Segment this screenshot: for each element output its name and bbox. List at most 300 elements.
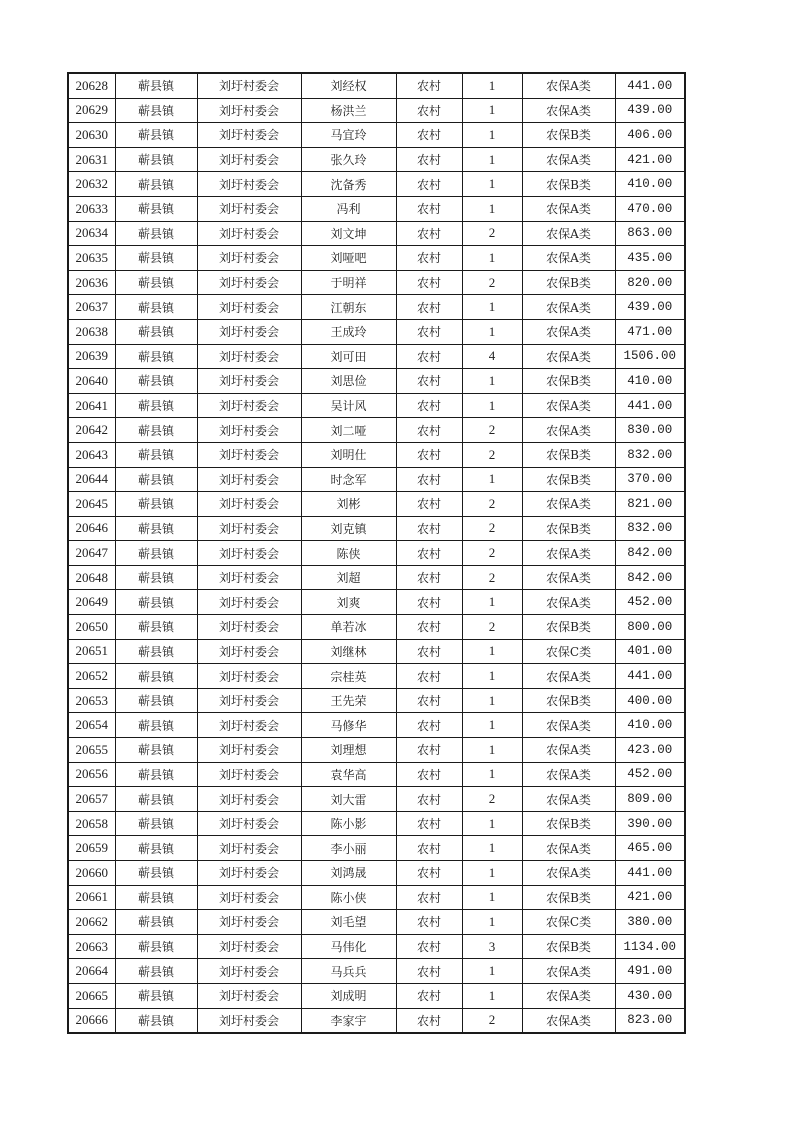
household-size-cell: 2 xyxy=(462,1008,522,1033)
residence-type-cell: 农村 xyxy=(396,861,462,886)
table-row xyxy=(68,590,685,615)
person-name-cell: 单若冰 xyxy=(301,615,396,640)
insurance-category-cell: 农保A类 xyxy=(522,196,615,221)
town-cell: 蕲县镇 xyxy=(115,492,197,517)
household-size-cell: 1 xyxy=(462,98,522,123)
residence-type-cell: 农村 xyxy=(396,639,462,664)
record-id-cell: 20657 xyxy=(68,787,115,812)
roster-body xyxy=(68,73,685,1033)
roster-table xyxy=(67,72,686,1034)
insurance-category-cell: 农保A类 xyxy=(522,393,615,418)
village-committee-cell: 刘圩村委会 xyxy=(197,147,301,172)
table-row xyxy=(68,319,685,344)
person-name-cell: 刘文坤 xyxy=(301,221,396,246)
town-cell: 蕲县镇 xyxy=(115,147,197,172)
table-row xyxy=(68,615,685,640)
residence-type-cell: 农村 xyxy=(396,615,462,640)
town-cell: 蕲县镇 xyxy=(115,270,197,295)
person-name-cell: 江朝东 xyxy=(301,295,396,320)
household-size-cell: 4 xyxy=(462,344,522,369)
household-size-cell: 1 xyxy=(462,147,522,172)
table-row xyxy=(68,123,685,148)
town-cell: 蕲县镇 xyxy=(115,664,197,689)
insurance-category-cell: 农保B类 xyxy=(522,172,615,197)
person-name-cell: 于明祥 xyxy=(301,270,396,295)
village-committee-cell: 刘圩村委会 xyxy=(197,344,301,369)
village-committee-cell: 刘圩村委会 xyxy=(197,688,301,713)
insurance-category-cell: 农保A类 xyxy=(522,418,615,443)
residence-type-cell: 农村 xyxy=(396,910,462,935)
person-name-cell: 沈备秀 xyxy=(301,172,396,197)
residence-type-cell: 农村 xyxy=(396,393,462,418)
household-size-cell: 1 xyxy=(462,172,522,197)
amount-cell: 863.00 xyxy=(615,221,685,246)
residence-type-cell: 农村 xyxy=(396,664,462,689)
town-cell: 蕲县镇 xyxy=(115,811,197,836)
record-id-cell: 20642 xyxy=(68,418,115,443)
person-name-cell: 时念军 xyxy=(301,467,396,492)
table-row xyxy=(68,811,685,836)
insurance-category-cell: 农保B类 xyxy=(522,615,615,640)
insurance-category-cell: 农保A类 xyxy=(522,983,615,1008)
village-committee-cell: 刘圩村委会 xyxy=(197,565,301,590)
amount-cell: 421.00 xyxy=(615,147,685,172)
person-name-cell: 刘明仕 xyxy=(301,442,396,467)
person-name-cell: 刘二哑 xyxy=(301,418,396,443)
residence-type-cell: 农村 xyxy=(396,541,462,566)
village-committee-cell: 刘圩村委会 xyxy=(197,516,301,541)
insurance-category-cell: 农保B类 xyxy=(522,442,615,467)
village-committee-cell: 刘圩村委会 xyxy=(197,787,301,812)
person-name-cell: 刘继林 xyxy=(301,639,396,664)
household-size-cell: 2 xyxy=(462,516,522,541)
village-committee-cell: 刘圩村委会 xyxy=(197,246,301,271)
insurance-category-cell: 农保A类 xyxy=(522,762,615,787)
table-row xyxy=(68,147,685,172)
table-row xyxy=(68,73,685,98)
village-committee-cell: 刘圩村委会 xyxy=(197,196,301,221)
household-size-cell: 3 xyxy=(462,934,522,959)
person-name-cell: 吴计风 xyxy=(301,393,396,418)
record-id-cell: 20661 xyxy=(68,885,115,910)
table-row xyxy=(68,270,685,295)
table-row xyxy=(68,1008,685,1033)
town-cell: 蕲县镇 xyxy=(115,959,197,984)
table-row xyxy=(68,983,685,1008)
table-row xyxy=(68,934,685,959)
insurance-category-cell: 农保A类 xyxy=(522,344,615,369)
household-size-cell: 1 xyxy=(462,910,522,935)
record-id-cell: 20640 xyxy=(68,369,115,394)
person-name-cell: 杨洪兰 xyxy=(301,98,396,123)
insurance-category-cell: 农保A类 xyxy=(522,1008,615,1033)
town-cell: 蕲县镇 xyxy=(115,861,197,886)
table-row xyxy=(68,861,685,886)
person-name-cell: 刘爽 xyxy=(301,590,396,615)
insurance-category-cell: 农保A类 xyxy=(522,147,615,172)
residence-type-cell: 农村 xyxy=(396,738,462,763)
village-committee-cell: 刘圩村委会 xyxy=(197,590,301,615)
household-size-cell: 2 xyxy=(462,615,522,640)
insurance-category-cell: 农保A类 xyxy=(522,492,615,517)
town-cell: 蕲县镇 xyxy=(115,467,197,492)
record-id-cell: 20633 xyxy=(68,196,115,221)
person-name-cell: 刘克镇 xyxy=(301,516,396,541)
town-cell: 蕲县镇 xyxy=(115,319,197,344)
person-name-cell: 刘鸿晟 xyxy=(301,861,396,886)
table-row xyxy=(68,221,685,246)
town-cell: 蕲县镇 xyxy=(115,1008,197,1033)
record-id-cell: 20643 xyxy=(68,442,115,467)
residence-type-cell: 农村 xyxy=(396,787,462,812)
amount-cell: 401.00 xyxy=(615,639,685,664)
residence-type-cell: 农村 xyxy=(396,713,462,738)
record-id-cell: 20628 xyxy=(68,73,115,98)
town-cell: 蕲县镇 xyxy=(115,615,197,640)
village-committee-cell: 刘圩村委会 xyxy=(197,467,301,492)
insurance-category-cell: 农保A类 xyxy=(522,959,615,984)
village-committee-cell: 刘圩村委会 xyxy=(197,123,301,148)
record-id-cell: 20638 xyxy=(68,319,115,344)
town-cell: 蕲县镇 xyxy=(115,565,197,590)
table-row xyxy=(68,565,685,590)
record-id-cell: 20663 xyxy=(68,934,115,959)
residence-type-cell: 农村 xyxy=(396,492,462,517)
village-committee-cell: 刘圩村委会 xyxy=(197,664,301,689)
household-size-cell: 1 xyxy=(462,738,522,763)
town-cell: 蕲县镇 xyxy=(115,516,197,541)
amount-cell: 423.00 xyxy=(615,738,685,763)
village-committee-cell: 刘圩村委会 xyxy=(197,713,301,738)
household-size-cell: 1 xyxy=(462,885,522,910)
insurance-category-cell: 农保A类 xyxy=(522,98,615,123)
amount-cell: 809.00 xyxy=(615,787,685,812)
residence-type-cell: 农村 xyxy=(396,467,462,492)
record-id-cell: 20644 xyxy=(68,467,115,492)
town-cell: 蕲县镇 xyxy=(115,713,197,738)
household-size-cell: 1 xyxy=(462,959,522,984)
table-row xyxy=(68,344,685,369)
table-row xyxy=(68,910,685,935)
village-committee-cell: 刘圩村委会 xyxy=(197,221,301,246)
household-size-cell: 2 xyxy=(462,221,522,246)
household-size-cell: 1 xyxy=(462,590,522,615)
table-row xyxy=(68,196,685,221)
town-cell: 蕲县镇 xyxy=(115,73,197,98)
amount-cell: 441.00 xyxy=(615,393,685,418)
record-id-cell: 20636 xyxy=(68,270,115,295)
amount-cell: 421.00 xyxy=(615,885,685,910)
record-id-cell: 20653 xyxy=(68,688,115,713)
town-cell: 蕲县镇 xyxy=(115,983,197,1008)
amount-cell: 471.00 xyxy=(615,319,685,344)
household-size-cell: 1 xyxy=(462,983,522,1008)
amount-cell: 842.00 xyxy=(615,565,685,590)
household-size-cell: 1 xyxy=(462,467,522,492)
amount-cell: 465.00 xyxy=(615,836,685,861)
insurance-category-cell: 农保C类 xyxy=(522,910,615,935)
town-cell: 蕲县镇 xyxy=(115,98,197,123)
record-id-cell: 20639 xyxy=(68,344,115,369)
household-size-cell: 2 xyxy=(462,418,522,443)
table-row xyxy=(68,762,685,787)
person-name-cell: 马兵兵 xyxy=(301,959,396,984)
insurance-category-cell: 农保A类 xyxy=(522,861,615,886)
insurance-category-cell: 农保A类 xyxy=(522,590,615,615)
person-name-cell: 刘哑吧 xyxy=(301,246,396,271)
amount-cell: 439.00 xyxy=(615,98,685,123)
table-row xyxy=(68,738,685,763)
household-size-cell: 1 xyxy=(462,369,522,394)
record-id-cell: 20641 xyxy=(68,393,115,418)
table-row xyxy=(68,369,685,394)
residence-type-cell: 农村 xyxy=(396,98,462,123)
person-name-cell: 刘毛望 xyxy=(301,910,396,935)
record-id-cell: 20635 xyxy=(68,246,115,271)
table-row xyxy=(68,418,685,443)
person-name-cell: 陈小影 xyxy=(301,811,396,836)
record-id-cell: 20646 xyxy=(68,516,115,541)
household-size-cell: 1 xyxy=(462,861,522,886)
residence-type-cell: 农村 xyxy=(396,983,462,1008)
town-cell: 蕲县镇 xyxy=(115,738,197,763)
insurance-category-cell: 农保A类 xyxy=(522,221,615,246)
amount-cell: 832.00 xyxy=(615,516,685,541)
village-committee-cell: 刘圩村委会 xyxy=(197,442,301,467)
residence-type-cell: 农村 xyxy=(396,270,462,295)
town-cell: 蕲县镇 xyxy=(115,541,197,566)
amount-cell: 439.00 xyxy=(615,295,685,320)
village-committee-cell: 刘圩村委会 xyxy=(197,861,301,886)
residence-type-cell: 农村 xyxy=(396,73,462,98)
amount-cell: 452.00 xyxy=(615,590,685,615)
amount-cell: 441.00 xyxy=(615,664,685,689)
amount-cell: 820.00 xyxy=(615,270,685,295)
amount-cell: 410.00 xyxy=(615,172,685,197)
record-id-cell: 20656 xyxy=(68,762,115,787)
household-size-cell: 1 xyxy=(462,664,522,689)
person-name-cell: 李家宇 xyxy=(301,1008,396,1033)
record-id-cell: 20632 xyxy=(68,172,115,197)
person-name-cell: 刘可田 xyxy=(301,344,396,369)
amount-cell: 370.00 xyxy=(615,467,685,492)
household-size-cell: 2 xyxy=(462,565,522,590)
person-name-cell: 马伟化 xyxy=(301,934,396,959)
insurance-category-cell: 农保B类 xyxy=(522,688,615,713)
person-name-cell: 冯利 xyxy=(301,196,396,221)
record-id-cell: 20659 xyxy=(68,836,115,861)
table-row xyxy=(68,442,685,467)
residence-type-cell: 农村 xyxy=(396,934,462,959)
amount-cell: 1134.00 xyxy=(615,934,685,959)
village-committee-cell: 刘圩村委会 xyxy=(197,811,301,836)
amount-cell: 491.00 xyxy=(615,959,685,984)
record-id-cell: 20658 xyxy=(68,811,115,836)
household-size-cell: 2 xyxy=(462,787,522,812)
record-id-cell: 20647 xyxy=(68,541,115,566)
record-id-cell: 20660 xyxy=(68,861,115,886)
person-name-cell: 宗桂英 xyxy=(301,664,396,689)
table-row xyxy=(68,98,685,123)
insurance-category-cell: 农保B类 xyxy=(522,369,615,394)
person-name-cell: 刘大雷 xyxy=(301,787,396,812)
table-row xyxy=(68,639,685,664)
insurance-category-cell: 农保A类 xyxy=(522,73,615,98)
insurance-category-cell: 农保B类 xyxy=(522,270,615,295)
village-committee-cell: 刘圩村委会 xyxy=(197,836,301,861)
insurance-category-cell: 农保A类 xyxy=(522,713,615,738)
record-id-cell: 20630 xyxy=(68,123,115,148)
record-id-cell: 20649 xyxy=(68,590,115,615)
amount-cell: 410.00 xyxy=(615,713,685,738)
table-row xyxy=(68,959,685,984)
town-cell: 蕲县镇 xyxy=(115,418,197,443)
amount-cell: 430.00 xyxy=(615,983,685,1008)
village-committee-cell: 刘圩村委会 xyxy=(197,639,301,664)
amount-cell: 441.00 xyxy=(615,73,685,98)
village-committee-cell: 刘圩村委会 xyxy=(197,270,301,295)
town-cell: 蕲县镇 xyxy=(115,369,197,394)
household-size-cell: 1 xyxy=(462,73,522,98)
residence-type-cell: 农村 xyxy=(396,123,462,148)
household-size-cell: 2 xyxy=(462,442,522,467)
household-size-cell: 1 xyxy=(462,393,522,418)
residence-type-cell: 农村 xyxy=(396,1008,462,1033)
insurance-category-cell: 农保A类 xyxy=(522,246,615,271)
record-id-cell: 20664 xyxy=(68,959,115,984)
residence-type-cell: 农村 xyxy=(396,172,462,197)
record-id-cell: 20650 xyxy=(68,615,115,640)
town-cell: 蕲县镇 xyxy=(115,221,197,246)
household-size-cell: 2 xyxy=(462,270,522,295)
table-row xyxy=(68,688,685,713)
household-size-cell: 1 xyxy=(462,836,522,861)
table-row xyxy=(68,246,685,271)
table-row xyxy=(68,516,685,541)
insurance-category-cell: 农保A类 xyxy=(522,565,615,590)
record-id-cell: 20631 xyxy=(68,147,115,172)
record-id-cell: 20666 xyxy=(68,1008,115,1033)
household-size-cell: 1 xyxy=(462,811,522,836)
amount-cell: 830.00 xyxy=(615,418,685,443)
household-size-cell: 1 xyxy=(462,639,522,664)
table-row xyxy=(68,787,685,812)
amount-cell: 406.00 xyxy=(615,123,685,148)
insurance-category-cell: 农保B类 xyxy=(522,934,615,959)
town-cell: 蕲县镇 xyxy=(115,590,197,615)
residence-type-cell: 农村 xyxy=(396,516,462,541)
village-committee-cell: 刘圩村委会 xyxy=(197,295,301,320)
amount-cell: 441.00 xyxy=(615,861,685,886)
amount-cell: 470.00 xyxy=(615,196,685,221)
village-committee-cell: 刘圩村委会 xyxy=(197,319,301,344)
insurance-category-cell: 农保B类 xyxy=(522,885,615,910)
amount-cell: 842.00 xyxy=(615,541,685,566)
amount-cell: 832.00 xyxy=(615,442,685,467)
residence-type-cell: 农村 xyxy=(396,565,462,590)
town-cell: 蕲县镇 xyxy=(115,787,197,812)
table-row xyxy=(68,885,685,910)
table-row xyxy=(68,836,685,861)
table-row xyxy=(68,295,685,320)
village-committee-cell: 刘圩村委会 xyxy=(197,762,301,787)
town-cell: 蕲县镇 xyxy=(115,442,197,467)
record-id-cell: 20651 xyxy=(68,639,115,664)
table-row xyxy=(68,172,685,197)
record-id-cell: 20648 xyxy=(68,565,115,590)
residence-type-cell: 农村 xyxy=(396,196,462,221)
insurance-category-cell: 农保A类 xyxy=(522,664,615,689)
record-id-cell: 20634 xyxy=(68,221,115,246)
residence-type-cell: 农村 xyxy=(396,246,462,271)
person-name-cell: 刘成明 xyxy=(301,983,396,1008)
village-committee-cell: 刘圩村委会 xyxy=(197,393,301,418)
residence-type-cell: 农村 xyxy=(396,295,462,320)
amount-cell: 452.00 xyxy=(615,762,685,787)
residence-type-cell: 农村 xyxy=(396,442,462,467)
insurance-category-cell: 农保B类 xyxy=(522,811,615,836)
residence-type-cell: 农村 xyxy=(396,836,462,861)
amount-cell: 410.00 xyxy=(615,369,685,394)
town-cell: 蕲县镇 xyxy=(115,910,197,935)
person-name-cell: 王成玲 xyxy=(301,319,396,344)
person-name-cell: 马宜玲 xyxy=(301,123,396,148)
residence-type-cell: 农村 xyxy=(396,369,462,394)
amount-cell: 380.00 xyxy=(615,910,685,935)
household-size-cell: 2 xyxy=(462,541,522,566)
residence-type-cell: 农村 xyxy=(396,688,462,713)
record-id-cell: 20655 xyxy=(68,738,115,763)
amount-cell: 823.00 xyxy=(615,1008,685,1033)
village-committee-cell: 刘圩村委会 xyxy=(197,73,301,98)
household-size-cell: 1 xyxy=(462,295,522,320)
insurance-category-cell: 农保B类 xyxy=(522,123,615,148)
table-row xyxy=(68,393,685,418)
record-id-cell: 20662 xyxy=(68,910,115,935)
amount-cell: 800.00 xyxy=(615,615,685,640)
village-committee-cell: 刘圩村委会 xyxy=(197,541,301,566)
village-committee-cell: 刘圩村委会 xyxy=(197,418,301,443)
village-committee-cell: 刘圩村委会 xyxy=(197,1008,301,1033)
person-name-cell: 张久玲 xyxy=(301,147,396,172)
town-cell: 蕲县镇 xyxy=(115,172,197,197)
amount-cell: 400.00 xyxy=(615,688,685,713)
roster-sheet xyxy=(67,72,686,1034)
village-committee-cell: 刘圩村委会 xyxy=(197,959,301,984)
insurance-category-cell: 农保B类 xyxy=(522,516,615,541)
residence-type-cell: 农村 xyxy=(396,418,462,443)
person-name-cell: 袁华高 xyxy=(301,762,396,787)
household-size-cell: 1 xyxy=(462,246,522,271)
insurance-category-cell: 农保A类 xyxy=(522,541,615,566)
residence-type-cell: 农村 xyxy=(396,319,462,344)
village-committee-cell: 刘圩村委会 xyxy=(197,172,301,197)
person-name-cell: 陈小侠 xyxy=(301,885,396,910)
table-row xyxy=(68,713,685,738)
household-size-cell: 1 xyxy=(462,688,522,713)
insurance-category-cell: 农保A类 xyxy=(522,295,615,320)
record-id-cell: 20637 xyxy=(68,295,115,320)
insurance-category-cell: 农保C类 xyxy=(522,639,615,664)
village-committee-cell: 刘圩村委会 xyxy=(197,369,301,394)
town-cell: 蕲县镇 xyxy=(115,246,197,271)
household-size-cell: 1 xyxy=(462,762,522,787)
town-cell: 蕲县镇 xyxy=(115,688,197,713)
residence-type-cell: 农村 xyxy=(396,344,462,369)
residence-type-cell: 农村 xyxy=(396,147,462,172)
household-size-cell: 1 xyxy=(462,196,522,221)
insurance-category-cell: 农保A类 xyxy=(522,836,615,861)
